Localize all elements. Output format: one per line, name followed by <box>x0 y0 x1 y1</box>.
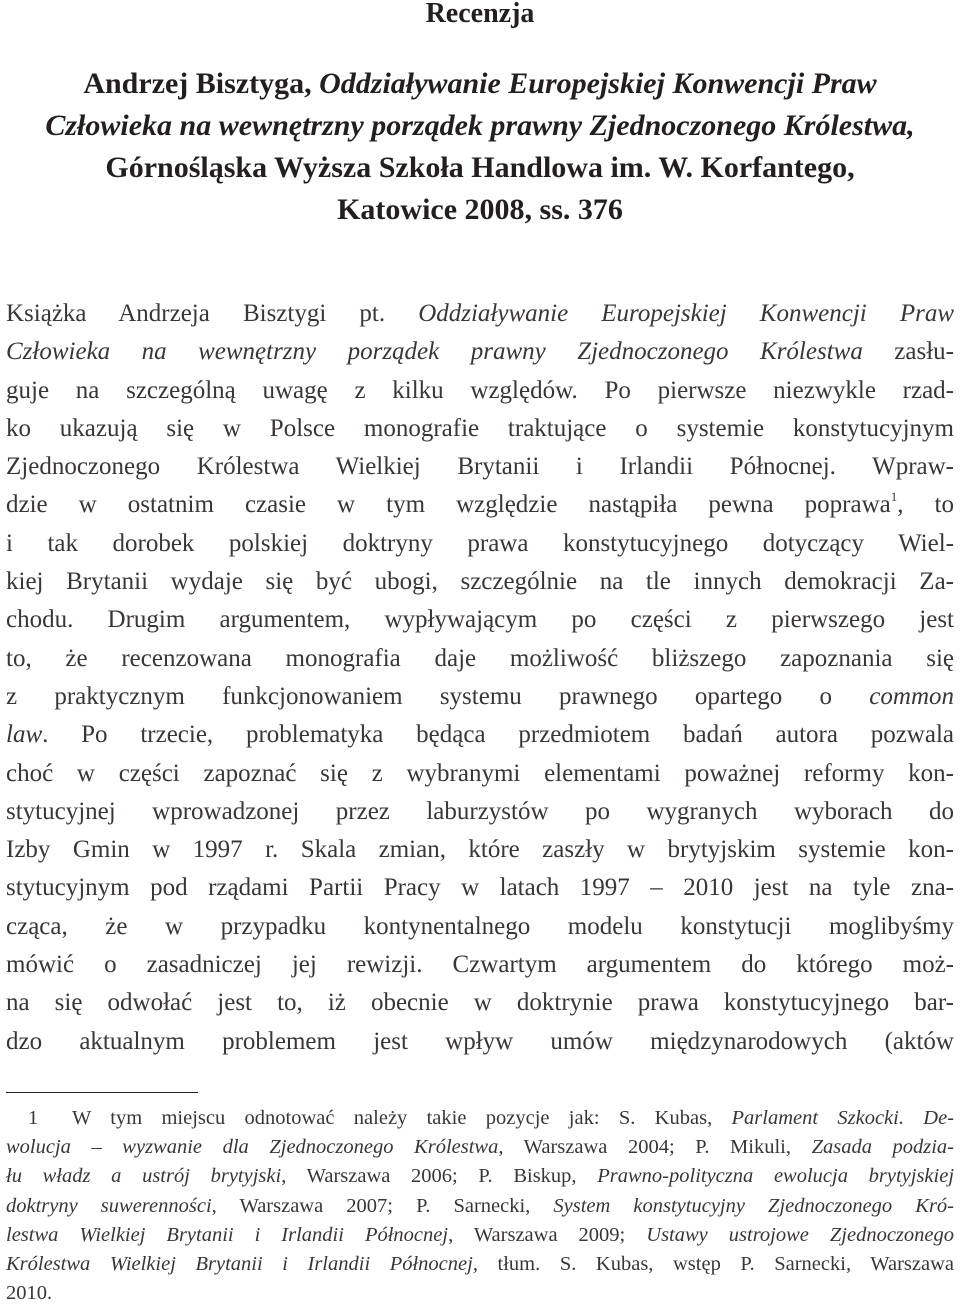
body-text-segment: dzie w ostatnim czasie w tym względzie nastąpiła pewna poprawa <box>6 491 891 519</box>
footnote-text-segment: , tłum. S. Kubas, wstęp P. Sarnecki, Warszawa <box>472 1252 954 1275</box>
footnote-italic-title: Zasada podzia- <box>811 1136 955 1159</box>
footnote-line <box>6 1133 954 1162</box>
footnote-text-segment: , Warszawa 2009; <box>448 1223 626 1246</box>
body-line: cząca, że w przypadku kontynentalnego modelu konstytucji moglibyśmy <box>6 912 954 940</box>
review-heading-line-1 <box>0 63 960 105</box>
body-line <box>6 678 954 716</box>
footnote-text-segment: , Warszawa 2007; P. Sarnecki, <box>211 1194 531 1217</box>
footnote-italic-title: wolucja – wyzwanie dla Zjednoczonego Królestwa <box>6 1136 499 1159</box>
footnote-line <box>6 1250 954 1279</box>
body-line: na się odwołać jest to, iż obecnie w doktrynie prawa konstytucyjnego bar- <box>6 989 954 1017</box>
body-italic-term: common <box>869 682 955 710</box>
review-publisher: Górnośląska Wyższa Szkoła Handlowa im. W. Korfantego, <box>105 151 855 184</box>
body-line <box>6 716 954 754</box>
body-line <box>6 486 954 524</box>
body-line <box>6 295 954 333</box>
body-line: Zjednoczonego Królestwa Wielkiej Brytanii i Irlandii Północnej. Wpraw- <box>6 453 954 481</box>
review-body-paragraph <box>6 295 954 1061</box>
footnote-divider <box>6 1092 198 1093</box>
review-place-year-pages: Katowice 2008, ss. 376 <box>337 193 623 226</box>
body-line: ko ukazują się w Polsce monografie traktujące o systemie konstytucyjnym <box>6 414 954 442</box>
footnote-line <box>6 1221 954 1250</box>
body-italic-term: law <box>6 721 43 749</box>
body-italic-title: Oddziaływanie Europejskiej Konwencji Praw <box>418 300 954 327</box>
review-heading <box>0 63 960 231</box>
review-heading-line-2 <box>0 105 960 147</box>
body-text-segment: z praktycznym funkcjonowaniem systemu prawnego opartego o <box>6 682 833 710</box>
footnote-reference: 1 <box>890 489 898 505</box>
footnote-italic-title: Parlament Szkocki. De- <box>731 1107 954 1129</box>
body-line: i tak dorobek polskiej doktryny prawa konstytucyjnego dotyczący Wiel- <box>6 529 954 557</box>
body-text-segment: , to <box>897 491 954 519</box>
footnote-italic-title: System konstytucyjny Zjednoczonego Kró- <box>553 1194 954 1217</box>
review-book-title-part-1: Oddziaływanie Europejskiej Konwencji Praw <box>319 67 877 100</box>
footnote-number: 1 <box>28 1107 39 1129</box>
footnote-italic-title: lestwa Wielkiej Brytanii i Irlandii Północnej <box>6 1223 449 1246</box>
body-line: choć w części zapoznać się z wybranymi elementami poważnej reformy kon- <box>6 759 954 787</box>
body-text-segment: Książka Andrzeja Bisztygi pt. <box>6 300 386 327</box>
footnote-text-segment: , Warszawa 2004; P. Mikuli, <box>498 1136 791 1159</box>
footnote-italic-title: Ustawy ustrojowe Zjednoczonego <box>646 1223 955 1246</box>
body-italic-title: Człowieka na wewnętrzny porządek prawny Zjednoczonego Królestwa <box>6 338 863 366</box>
footnote-italic-title: Królestwa Wielkiej Brytanii i Irlandii Północnej <box>6 1252 473 1275</box>
footnote-line <box>6 1104 954 1133</box>
body-line: to, że recenzowana monografia daje możliwość bliższego zapoznania się <box>6 644 954 672</box>
body-line <box>6 333 954 371</box>
review-book-title-part-2: Człowieka na wewnętrzny porządek prawny Zjednoczonego Królestwa, <box>45 109 915 142</box>
body-line: chodu. Drugim argumentem, wypływającym po części z pierwszego jest <box>6 606 954 634</box>
footnote-line <box>6 1192 954 1221</box>
body-text-segment: zasłu- <box>894 338 954 366</box>
footnote-italic-title: Prawno-polityczna ewolucja brytyjskiej <box>597 1165 955 1188</box>
body-text-segment: . Po trzecie, problematyka będąca przedmiotem badań autora pozwala <box>42 721 954 749</box>
body-line: kiej Brytanii wydaje się być ubogi, szczególnie na tle innych demokracji Za- <box>6 568 954 596</box>
footnote-italic-title: łu władz a ustrój brytyjski <box>6 1165 282 1188</box>
body-line: mówić o zasadniczej jej rewizji. Czwartym argumentem do którego moż- <box>6 951 954 979</box>
body-line: stytucyjnym pod rządami Partii Pracy w latach 1997 – 2010 jest na tyle zna- <box>6 874 954 902</box>
footnote-text-segment: W tym miejscu odnotować należy takie pozycje jak: S. Kubas, <box>72 1107 713 1129</box>
footnote <box>6 1104 954 1308</box>
body-line: dzo aktualnym problemem jest wpływ umów międzynarodowych (aktów <box>6 1027 954 1055</box>
body-line: Izby Gmin w 1997 r. Skala zmian, które zaszły w brytyjskim systemie kon- <box>6 836 954 864</box>
footnote-line: 2010. <box>6 1282 53 1305</box>
footnote-line <box>6 1162 954 1191</box>
body-line: guje na szczególną uwagę z kilku względów. Po pierwsze niezwykle rzad- <box>6 376 954 404</box>
body-line: stytucyjnej wprowadzonej przez laburzystów po wygranych wyborach do <box>6 797 954 825</box>
section-title: Recenzja <box>425 0 535 29</box>
footnote-italic-title: doktryny suwerenności <box>6 1194 212 1217</box>
review-author: Andrzej Bisztyga, <box>83 67 312 100</box>
footnote-text-segment: , Warszawa 2006; P. Biskup, <box>281 1165 577 1188</box>
